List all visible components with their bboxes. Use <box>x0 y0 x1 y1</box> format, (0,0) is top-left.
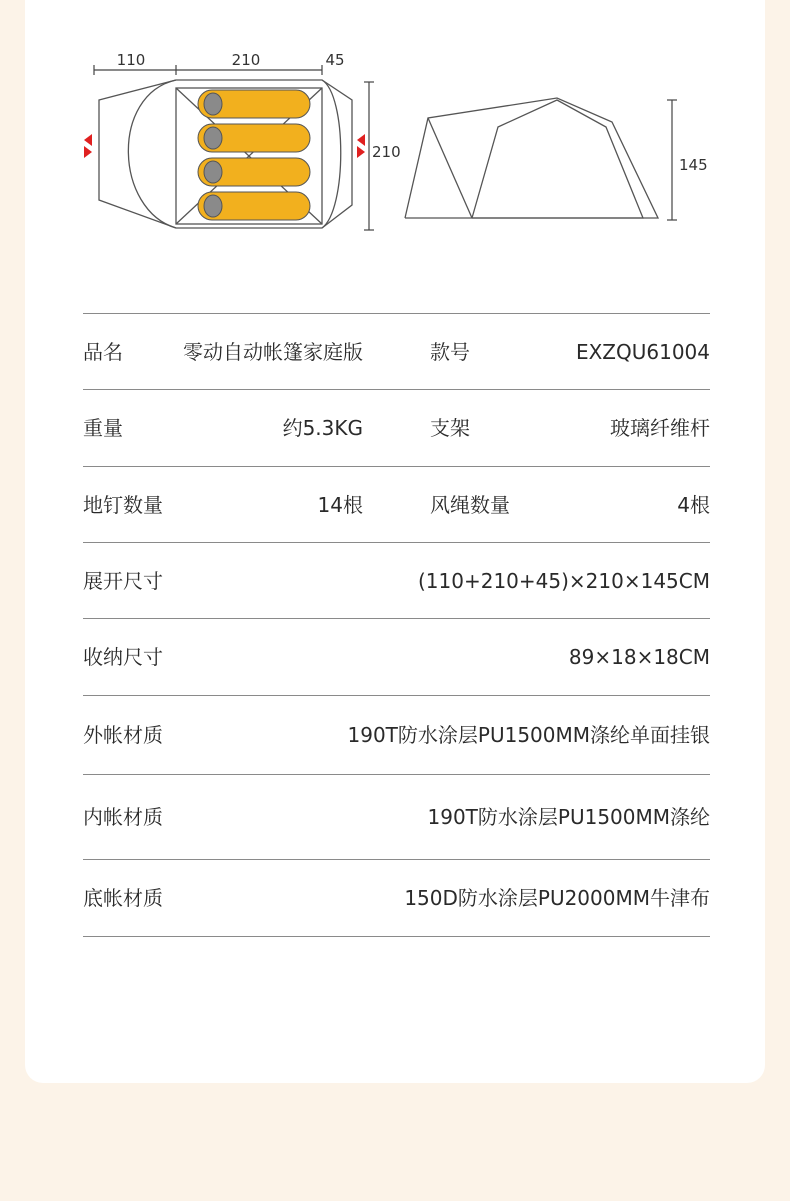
spec-row-packed-size <box>83 618 710 695</box>
spec-value: 190T防水涂层PU1500MM涤纶单面挂银 <box>347 723 710 747</box>
sleeping-bag-icon <box>198 90 310 118</box>
sleeping-bag-icon <box>198 192 310 220</box>
spec-label: 展开尺寸 <box>83 568 163 593</box>
entry-arrows-left <box>84 134 92 158</box>
spec-row-outer-material <box>83 695 710 774</box>
sleeping-bags <box>198 90 310 220</box>
sleeping-bag-icon <box>198 124 310 152</box>
spec-row-weight <box>83 389 710 466</box>
dim-45-label: 45 <box>325 51 345 69</box>
spec-value: 89×18×18CM <box>568 645 710 669</box>
spec-row-name <box>83 313 710 389</box>
spec-row-floor-material <box>83 859 710 937</box>
dim-110-label: 110 <box>116 51 146 69</box>
spec-label: 重量 <box>83 416 123 440</box>
spec-label: 内帐材质 <box>83 805 163 829</box>
spec-value: EXZQU61004 <box>575 339 710 364</box>
spec-row-inner-material <box>83 774 710 859</box>
spec-label: 品名 <box>83 339 123 364</box>
spec-value: 14根 <box>317 492 363 517</box>
spec-value: 190T防水涂层PU1500MM涤纶 <box>427 805 710 829</box>
spec-value: 约5.3KG <box>282 416 363 440</box>
spec-label: 外帐材质 <box>83 723 163 747</box>
spec-label: 支架 <box>430 416 470 440</box>
spec-label: 地钉数量 <box>83 492 163 517</box>
spec-label: 款号 <box>430 339 470 364</box>
spec-table <box>83 313 710 937</box>
spec-label: 风绳数量 <box>430 492 510 517</box>
spec-value: (110+210+45)×210×145CM <box>417 568 710 593</box>
entry-arrows-right <box>357 134 365 158</box>
dim-height-145-label: 145 <box>679 156 708 174</box>
spec-row-stakes <box>83 466 710 542</box>
dim-210-label: 210 <box>231 51 261 69</box>
height-dimension-line <box>667 100 677 220</box>
sleeping-bag-icon <box>198 158 310 186</box>
spec-row-open-size <box>83 542 710 618</box>
spec-label: 底帐材质 <box>83 886 163 910</box>
tent-diagram <box>0 0 790 250</box>
spec-value: 150D防水涂层PU2000MM牛津布 <box>404 886 710 910</box>
spec-value: 4根 <box>677 492 710 517</box>
spec-value: 零动自动帐篷家庭版 <box>183 339 363 364</box>
spec-label: 收纳尺寸 <box>83 645 163 669</box>
spec-value: 玻璃纤维杆 <box>610 416 710 440</box>
dim-side-210-label: 210 <box>372 143 401 161</box>
side-elevation <box>405 98 658 218</box>
